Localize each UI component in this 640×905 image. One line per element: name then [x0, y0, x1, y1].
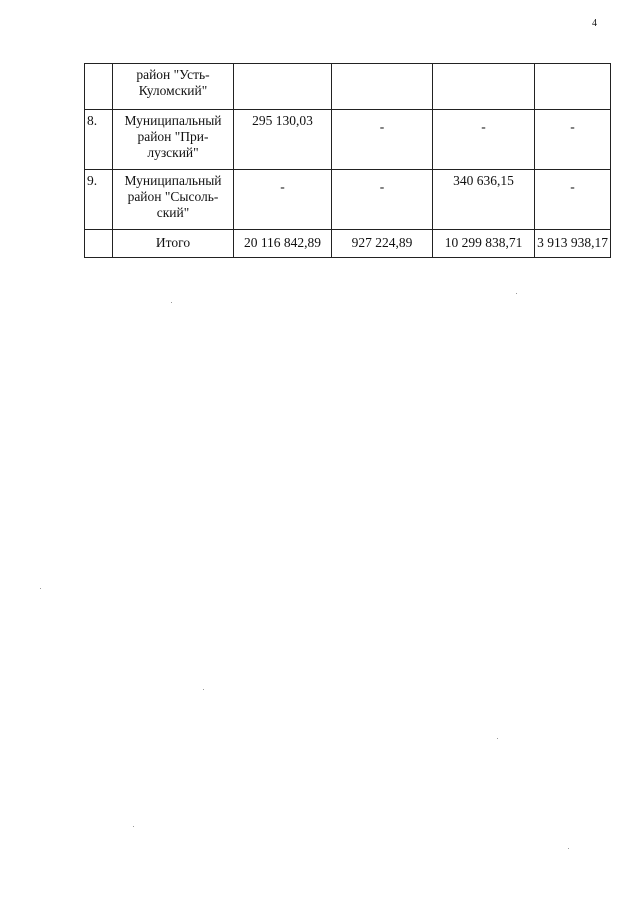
- value-cell: [433, 110, 535, 170]
- name-line: Муниципальный: [124, 173, 222, 188]
- value-cell: 295 130,03: [234, 110, 332, 170]
- value-cell: [535, 64, 611, 110]
- value-text: -: [570, 179, 575, 194]
- table-row: [85, 110, 611, 170]
- value-cell: 340 636,15: [433, 170, 535, 230]
- scan-speck: [203, 689, 204, 690]
- scan-speck: [171, 302, 172, 303]
- row-number: [85, 230, 113, 258]
- total-value: 20 116 842,89: [234, 230, 332, 258]
- value-cell: [332, 110, 433, 170]
- total-value: 3 913 938,17: [535, 230, 611, 258]
- value-text: -: [570, 119, 575, 134]
- total-value: 10 299 838,71: [433, 230, 535, 258]
- value-cell: [535, 170, 611, 230]
- name-line: ский": [156, 205, 190, 220]
- value-cell: [332, 170, 433, 230]
- name-line: район "При-: [137, 129, 209, 144]
- row-number: 8.: [85, 110, 113, 170]
- value-cell: [234, 64, 332, 110]
- name-line: Куломский": [138, 83, 208, 98]
- scan-speck: [497, 738, 498, 739]
- value-cell: [332, 64, 433, 110]
- value-text: -: [481, 119, 486, 134]
- scan-speck: [40, 588, 41, 589]
- total-row: [85, 230, 611, 258]
- scan-speck: [516, 293, 517, 294]
- municipality-name: [113, 170, 234, 230]
- municipality-name: [113, 110, 234, 170]
- value-cell: [535, 110, 611, 170]
- name-line: Муниципальный: [124, 113, 222, 128]
- value-cell: [234, 170, 332, 230]
- row-number: [85, 64, 113, 110]
- value-text: -: [280, 179, 285, 194]
- scan-speck: [568, 848, 569, 849]
- table-row: [85, 64, 611, 110]
- scan-speck: [133, 826, 134, 827]
- name-line: район "Сысоль-: [127, 189, 219, 204]
- total-value: 927 224,89: [332, 230, 433, 258]
- allocation-table: [84, 63, 611, 258]
- row-number: 9.: [85, 170, 113, 230]
- municipality-name: [113, 64, 234, 110]
- name-line: район "Усть-: [136, 67, 210, 82]
- total-label: Итого: [113, 230, 234, 258]
- value-cell: [433, 64, 535, 110]
- page-number: 4: [592, 18, 597, 29]
- value-text: -: [379, 119, 385, 134]
- table-row: [85, 170, 611, 230]
- value-text: -: [379, 179, 385, 194]
- name-line: лузский": [147, 145, 199, 160]
